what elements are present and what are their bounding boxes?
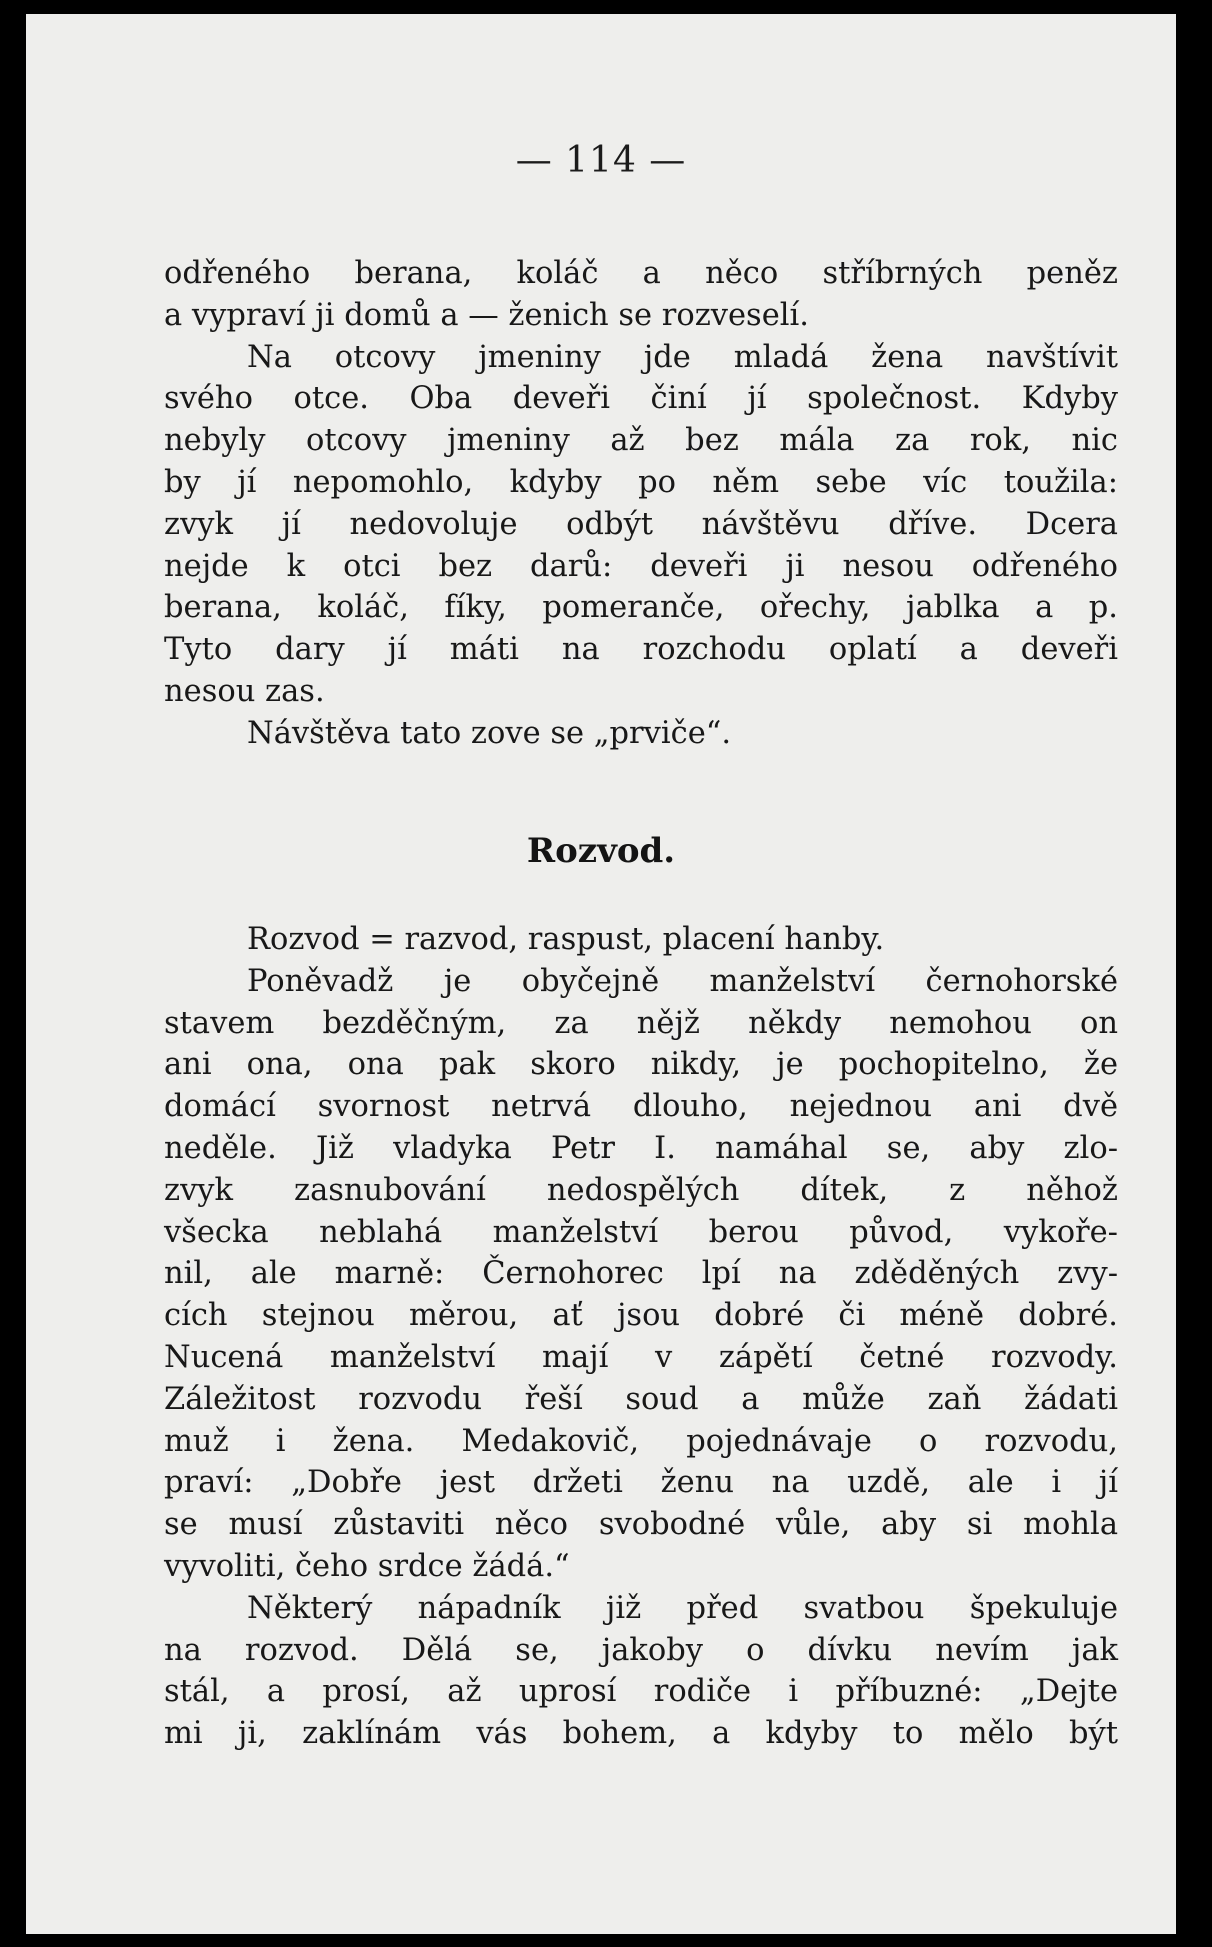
text-line: praví: „Dobře jest držeti ženu na uzdě, ale i jí <box>164 1465 1118 1501</box>
text-line: se musí zůstaviti něco svobodné vůle, aby si mohla <box>164 1507 1118 1543</box>
text-line: mi ji, zaklínám vás bohem, a kdyby to mělo být <box>164 1716 1118 1752</box>
text-line: by jí nepomohlo, kdyby po něm sebe víc toužila: <box>164 464 1118 500</box>
text-line: Tyto dary jí máti na rozchodu oplatí a deveři <box>164 632 1118 668</box>
text-line: Rozvod = razvod, raspust, placení hanby. <box>247 922 885 957</box>
text-line: a vypraví ji domů a — ženich se rozveselí. <box>164 297 809 333</box>
section-one-text <box>164 253 1118 755</box>
text-line: berana, koláč, fíky, pomeranče, ořechy, jablka a p. <box>164 590 1118 626</box>
section-two-text <box>164 919 1118 1755</box>
text-line: nil, ale marně: Černohorec lpí na zděděných zvy- <box>164 1256 1118 1292</box>
text-line: muž i žena. Medakovič, pojednávaje o rozvodu, <box>164 1423 1118 1459</box>
text-line: zvyk jí nedovoluje odbýt návštěvu dříve. Dcera <box>164 506 1118 542</box>
text-line: Poněvadž je obyčejně manželství černohorské <box>247 963 1118 999</box>
text-line: Záležitost rozvodu řeší soud a může zaň žádati <box>164 1381 1118 1417</box>
book-page <box>26 14 1176 1934</box>
text-line: neděle. Již vladyka Petr I. namáhal se, aby zlo- <box>164 1130 1118 1166</box>
text-line: Nucená manželství mají v zápětí četné rozvody. <box>164 1339 1118 1375</box>
text-line: nejde k otci bez darů: deveři ji nesou odřeného <box>164 548 1118 584</box>
text-line: domácí svornost netrvá dlouho, nejednou ani dvě <box>164 1089 1118 1125</box>
text-line: svého otce. Oba deveři činí jí společnost. Kdyby <box>164 381 1118 417</box>
text-line: cích stejnou měrou, ať jsou dobré či méně dobré. <box>164 1298 1118 1334</box>
text-line: na rozvod. Dělá se, jakoby o dívku nevím jak <box>164 1632 1118 1668</box>
text-line: Návštěva tato zove se „prviče“. <box>247 715 732 751</box>
section-heading: Rozvod. <box>526 831 676 871</box>
text-line: nesou zas. <box>164 673 325 709</box>
text-line: stavem bezděčným, za nějž někdy nemohou on <box>164 1005 1118 1041</box>
text-line: Na otcovy jmeniny jde mladá žena navštívit <box>247 339 1118 375</box>
text-line: vyvoliti, čeho srdce žádá.“ <box>164 1548 570 1584</box>
text-line: stál, a prosí, až uprosí rodiče i příbuzné: „Dejte <box>164 1674 1118 1710</box>
text-line: všecka neblahá manželství berou původ, vykoře- <box>164 1214 1118 1250</box>
text-line: zvyk zasnubování nedospělých dítek, z něhož <box>164 1172 1118 1208</box>
text-line: nebyly otcovy jmeniny až bez mála za rok, nic <box>164 423 1118 459</box>
page-number: — 114 — <box>515 140 687 181</box>
text-line: Některý nápadník již před svatbou špekuluje <box>247 1590 1118 1626</box>
text-line: odřeného berana, koláč a něco stříbrných peněz <box>164 256 1118 291</box>
text-line: ani ona, ona pak skoro nikdy, je pochopitelno, že <box>164 1047 1118 1083</box>
